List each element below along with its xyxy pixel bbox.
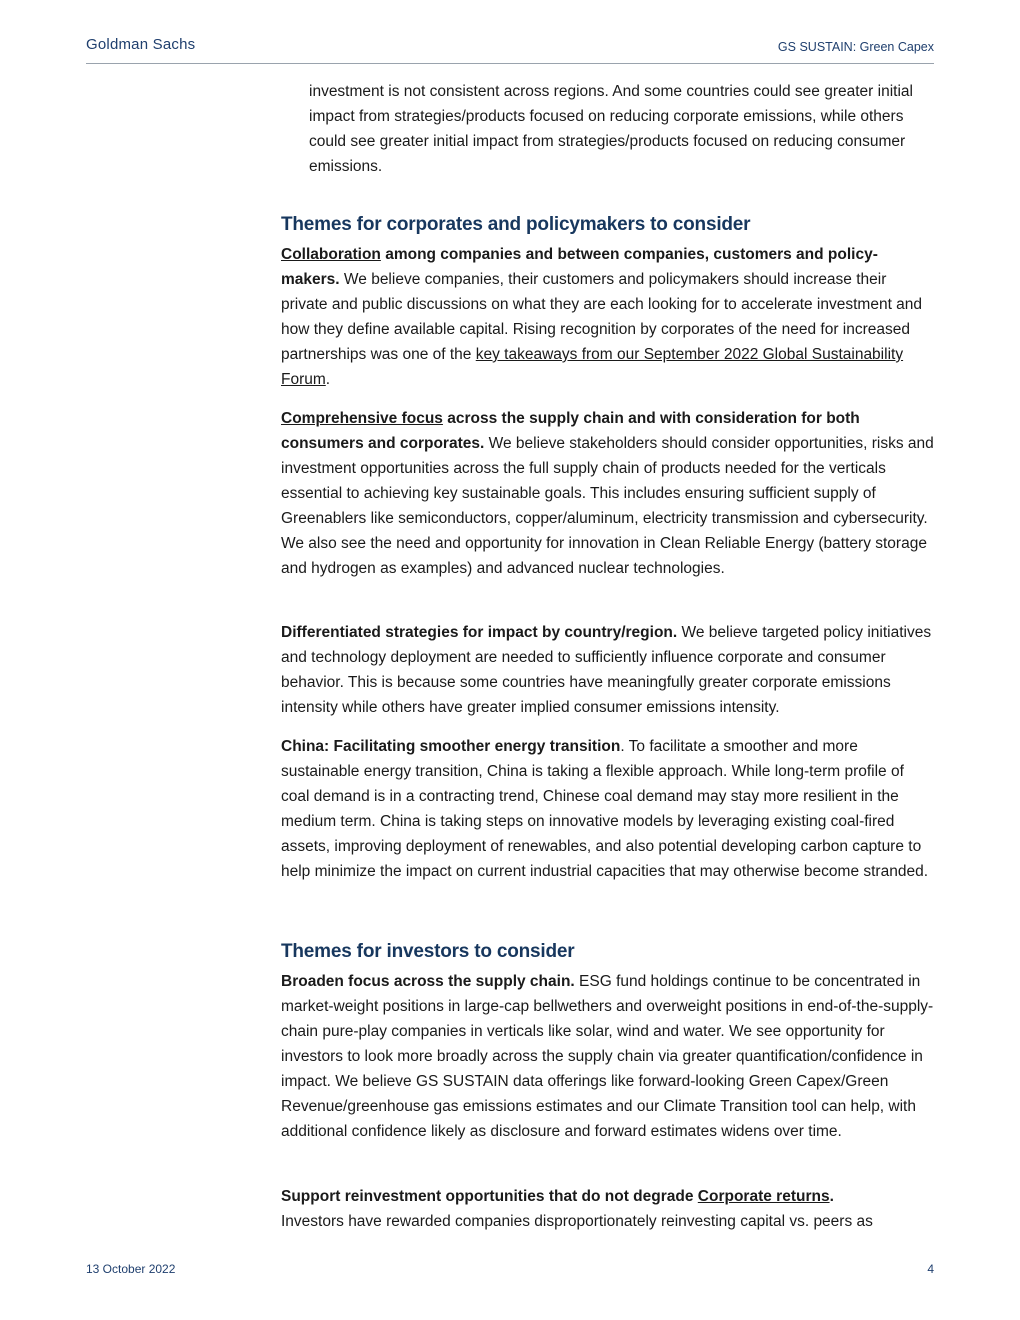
section-heading-corporates: Themes for corporates and policymakers to consider <box>281 214 751 235</box>
paragraph-comprehensive-focus <box>281 406 936 581</box>
paragraph-lead: China: Facilitating smoother energy transition <box>281 738 621 755</box>
intro-paragraph: investment is not consistent across regions. And some countries could see greater initial impact from strategies/products focused on reducing corporate emissions, while others could see greater initial impact from strategies/products focused on reducing consumer emissions. <box>309 83 913 175</box>
paragraph-collaboration <box>281 242 936 392</box>
lead-end: . <box>829 1188 834 1205</box>
paragraph-broaden-focus <box>281 969 936 1144</box>
paragraph-reinvestment <box>281 1184 936 1234</box>
paragraph-body: We believe targeted policy initiatives and technology deployment are needed to sufficiently influence corporate and consumer behavior. This is because some countries have meaningfully greater corporate emissions intensity while others have greater implied consumer emissions intensity. <box>281 624 932 716</box>
paragraph-body: We believe stakeholders should consider opportunities, risks and investment opportunities across the full supply chain of products needed for the verticals essential to achieving key sustainable goals. This includes ensuring sufficient supply of Greenablers like semiconductors, copper/aluminum, electricity transmission and cybersecurity. We also see the need and opportunity for innovation in Clean Reliable Energy (battery storage and hydrogen as examples) and advanced nuclear technologies. <box>281 435 934 577</box>
paragraph-body: ESG fund holdings continue to be concentrated in market-weight positions in large-cap bellwethers and overweight positions in end-of-the-supply-chain pure-play companies in verticals like solar, wind and water. We see opportunity for investors to look more broadly across the supply chain via greater quantification/confidence in impact. We believe GS SUSTAIN data offerings like forward-looking Green Capex/Green Revenue/greenhouse gas emissions estimates and our Climate Transition tool can help, with additional confidence likely as disclosure and forward estimates widens over time. <box>281 973 934 1140</box>
comprehensive-focus-link[interactable]: Comprehensive focus <box>281 410 443 427</box>
paragraph-china <box>281 734 936 884</box>
lead-text: among companies and between companies, customers and policy-makers. <box>281 246 878 288</box>
paragraph-body: . To facilitate a smoother and more sustainable energy transition, China is taking a flexible approach. While long-term profile of coal demand is in a contracting trend, Chinese coal demand may stay more resilient in the medium term. China is taking steps on innovative models by leveraging existing coal-fired assets, improving deployment of renewables, and also potential developing carbon capture to help minimize the impact on current industrial capacities that may otherwise become stranded. <box>281 738 929 880</box>
collaboration-link[interactable]: Collaboration <box>281 246 381 263</box>
forum-takeaways-link[interactable]: key takeaways from our September 2022 Global Sustainability Forum <box>281 346 904 388</box>
header-divider <box>86 63 934 64</box>
paragraph-differentiated-strategies <box>281 620 936 720</box>
corporate-returns-link[interactable]: Corporate returns <box>697 1188 830 1205</box>
report-title: GS SUSTAIN: Green Capex <box>777 40 934 54</box>
page-number: 4 <box>927 1262 934 1276</box>
paragraph-end: . <box>325 371 331 388</box>
lead-text: Support reinvestment opportunities that do not degrade <box>281 1188 698 1205</box>
footer-date: 13 October 2022 <box>86 1262 176 1276</box>
paragraph-body: Investors have rewarded companies disproportionately reinvesting capital vs. peers as <box>281 1213 873 1230</box>
section-heading-investors: Themes for investors to consider <box>281 941 575 962</box>
brand-name: Goldman Sachs <box>86 36 196 53</box>
paragraph-lead: Differentiated strategies for impact by country/region. <box>281 624 678 641</box>
paragraph-lead: Broaden focus across the supply chain. <box>281 973 575 990</box>
paragraph-lead <box>281 1188 834 1205</box>
lead-text: across the supply chain and with consideration for both consumers and corporates. <box>281 410 860 452</box>
paragraph-body: We believe companies, their customers and policymakers should increase their private and public discussions on what they are each looking for to accelerate investment and how they define available capital. Rising recognition by corporates of the need for increased partnerships was one of the <box>281 271 923 363</box>
